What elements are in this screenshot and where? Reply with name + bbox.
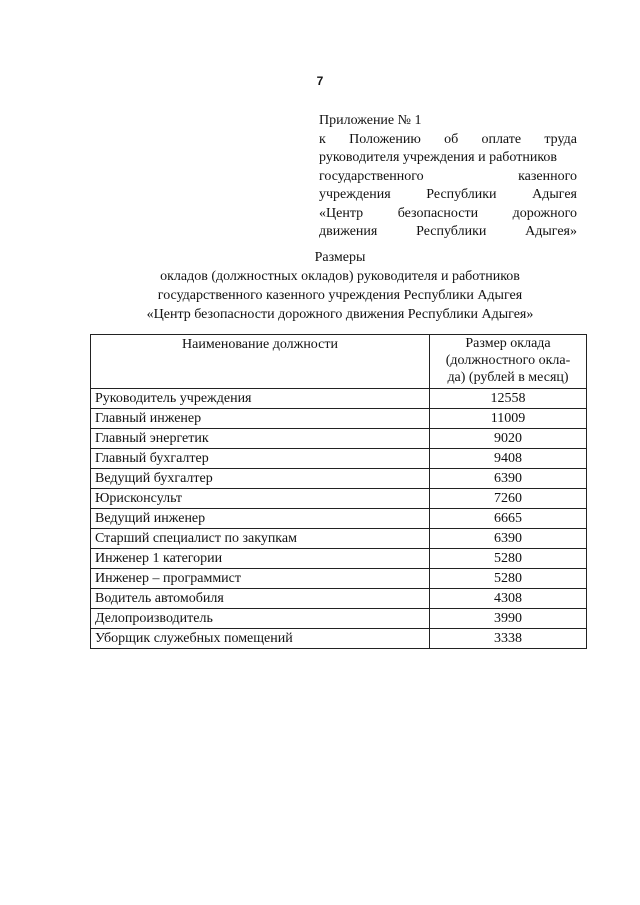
position-name: Инженер 1 категории [91, 549, 430, 569]
appendix-line: учреждения Республики Адыгея [319, 187, 577, 202]
document-title [0, 248, 640, 324]
table-header-row [91, 335, 587, 389]
title-line: «Центр безопасности дорожного движения Республики Адыгея» [146, 307, 534, 322]
salary-value: 7260 [430, 489, 587, 509]
table-row [91, 589, 587, 609]
table-row [91, 529, 587, 549]
salary-value: 6390 [430, 529, 587, 549]
salary-value: 3338 [430, 629, 587, 649]
table-row [91, 509, 587, 529]
table-row [91, 609, 587, 629]
salary-value: 11009 [430, 409, 587, 429]
title-line: государственного казенного учреждения Республики Адыгея [157, 288, 523, 303]
position-name: Уборщик служебных помещений [91, 629, 430, 649]
table-row [91, 389, 587, 409]
page-number: 7 [316, 74, 324, 88]
position-name: Ведущий инженер [91, 509, 430, 529]
title-line: Размеры [314, 250, 366, 265]
salary-value: 9020 [430, 429, 587, 449]
salary-value: 6665 [430, 509, 587, 529]
table-row [91, 409, 587, 429]
position-name: Старший специалист по закупкам [91, 529, 430, 549]
position-name: Главный бухгалтер [91, 449, 430, 469]
table-row [91, 569, 587, 589]
salary-value: 5280 [430, 549, 587, 569]
table-row [91, 629, 587, 649]
position-name: Ведущий бухгалтер [91, 469, 430, 489]
salary-value: 12558 [430, 389, 587, 409]
appendix-line: государственного казенного [319, 168, 577, 184]
salary-value: 3990 [430, 609, 587, 629]
table-row [91, 449, 587, 469]
table-row [91, 489, 587, 509]
table-row [91, 549, 587, 569]
appendix-block [319, 112, 577, 242]
position-name: Юрисконсульт [91, 489, 430, 509]
appendix-line: «Центр безопасности дорожного [319, 205, 577, 221]
position-name: Главный инженер [91, 409, 430, 429]
appendix-line: руководителя учреждения и работников [319, 150, 558, 165]
appendix-line: движения Республики Адыгея» [319, 224, 577, 239]
salary-value: 4308 [430, 589, 587, 609]
position-name: Делопроизводитель [91, 609, 430, 629]
appendix-title: Приложение № 1 [319, 113, 422, 128]
table-row [91, 429, 587, 449]
salary-table [90, 334, 587, 649]
salary-value: 5280 [430, 569, 587, 589]
position-name: Главный энергетик [91, 429, 430, 449]
table-row [91, 469, 587, 489]
position-name: Водитель автомобиля [91, 589, 430, 609]
header-position: Наименование должности [91, 335, 430, 389]
appendix-line: к Положению об оплате труда [319, 131, 577, 147]
salary-value: 9408 [430, 449, 587, 469]
header-salary: Размер оклада (должностного окла- да) (рублей в месяц) [430, 335, 587, 389]
position-name: Инженер – программист [91, 569, 430, 589]
title-line: окладов (должностных окладов) руководителя и работников [160, 269, 520, 284]
position-name: Руководитель учреждения [91, 389, 430, 409]
salary-value: 6390 [430, 469, 587, 489]
